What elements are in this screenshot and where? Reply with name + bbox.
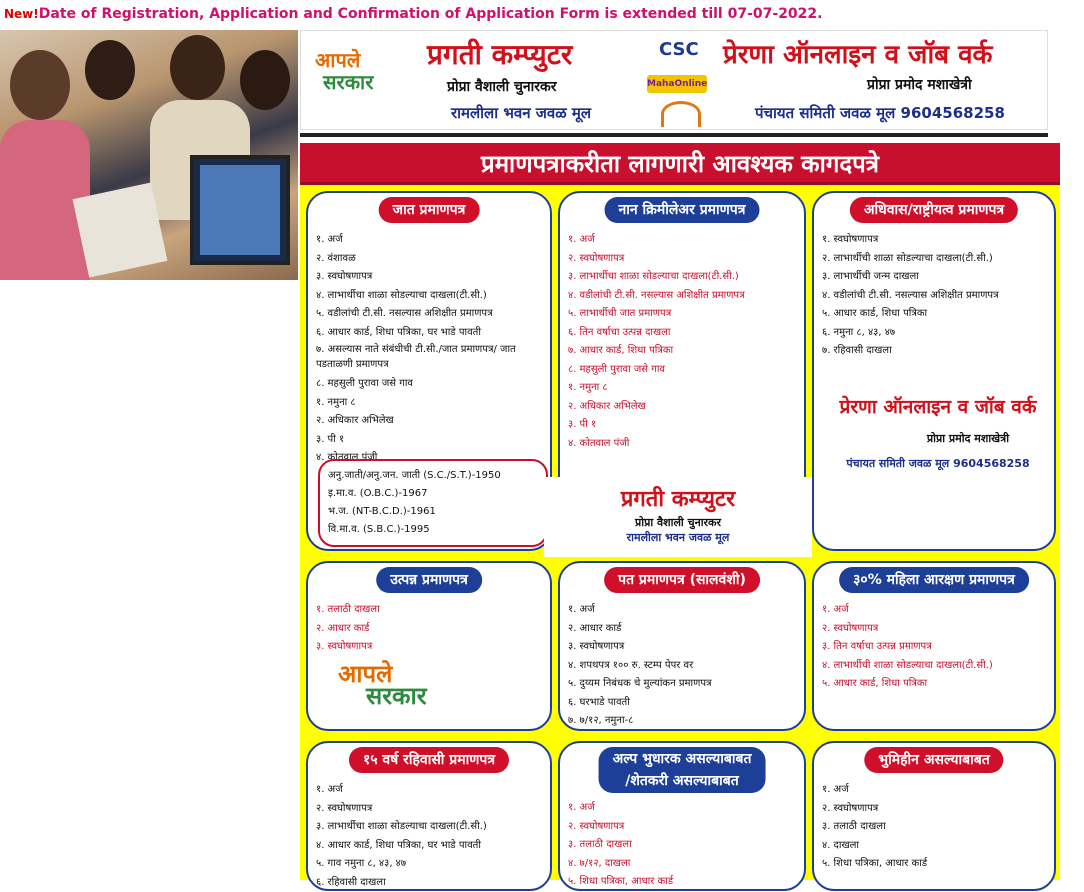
mahaonline-logo: MahaOnline <box>647 75 707 93</box>
list-item: २. स्वघोषणापत्र <box>822 800 1048 819</box>
prerna-ad <box>822 393 1054 471</box>
list-item: ३. स्वघोषणापत्र <box>316 268 544 287</box>
pragati-ad-proprietor: प्रोप्रा वैशाली चुनारकर <box>544 515 812 530</box>
csc-logo: CSC <box>659 39 699 60</box>
category-line: भ.ज. (NT-B.C.D.)-1961 <box>328 503 538 521</box>
list-item: ५. दुय्यम निबंधक चे मुल्यांकन प्रमाणपत्र <box>568 675 798 694</box>
students-photo <box>0 30 298 280</box>
card-women-reservation <box>812 561 1056 731</box>
list-item: ७. असल्यास नाते संबंधीची टी.सी./जात प्रमाणपत्र/ जात पडताळणी प्रमाणपत्र <box>316 342 544 372</box>
list-item: १. अर्ज <box>822 601 1048 620</box>
list-item: ६. आधार कार्ड, शिधा पत्रिका, घर भाडे पावती <box>316 324 544 343</box>
card-landless <box>812 741 1056 891</box>
list-item: ५. वडीलांची टी.सी. नसल्यास अशिक्षीत प्रमाणपत्र <box>316 305 544 324</box>
poster-heading: प्रमाणपत्राकरीता लागणारी आवश्यक कागदपत्रे <box>300 143 1060 185</box>
list-item: ५. शिधा पत्रिका, आधार कार्ड <box>822 855 1048 874</box>
list-item: २. आधार कार्ड <box>316 620 544 639</box>
card-title: भुमिहीन असल्याबाबत <box>864 747 1003 773</box>
prerna-title: प्रेरणा ऑनलाइन व जॉब वर्क <box>723 35 993 71</box>
card-15-year-residence <box>306 741 552 891</box>
announcement-ticker[interactable] <box>0 0 1084 30</box>
list-item: १. तलाठी दाखला <box>316 601 544 620</box>
list-item: ३. तलाठी दाखला <box>568 836 798 855</box>
list-item: ७. रहिवासी दाखला <box>822 342 1048 361</box>
prerna-ad-address: पंचायत समिती जवळ मूल 9604568258 <box>822 456 1054 471</box>
list-item: २. स्वघोषणापत्र <box>568 250 798 269</box>
list-item: ३. लाभार्थीची जन्म दाखला <box>822 268 1048 287</box>
list-item: २. लाभार्थीची शाळा सोडल्याचा दाखला(टी.सी.) <box>822 250 1048 269</box>
list-item: ४. लाभार्थीची शाळा सोडल्याचा दाखला(टी.सी.) <box>822 657 1048 676</box>
announcement-text[interactable]: Date of Registration, Application and Confirmation of Application Form is extended till 07-07-2022. <box>39 6 823 22</box>
list-item: २. स्वघोषणापत्र <box>568 818 798 837</box>
category-line: इ.मा.व. (O.B.C.)-1967 <box>328 485 538 503</box>
card-title: जात प्रमाणपत्र <box>379 197 480 223</box>
list-item: १. अर्ज <box>316 231 544 250</box>
list-item: ७. आधार कार्ड, शिधा पत्रिका <box>568 342 798 361</box>
list-item: १. अर्ज <box>568 601 798 620</box>
pragati-ad-address: रामलीला भवन जवळ मूल <box>544 530 812 545</box>
list-item: २. आधार कार्ड <box>568 620 798 639</box>
list-item: २. अधिकार अभिलेख <box>316 412 544 431</box>
documents-poster <box>300 143 1060 880</box>
list-item: ३. स्वघोषणापत्र <box>568 638 798 657</box>
pragati-proprietor: प्रोप्रा वैशाली चुनारकर <box>447 77 556 96</box>
card-credit-certificate <box>558 561 806 731</box>
new-badge: New! <box>4 7 39 21</box>
card-income-certificate <box>306 561 552 731</box>
list-item: १. नमुना ८ <box>316 394 544 413</box>
divider <box>300 133 1048 137</box>
prerna-ad-title: प्रेरणा ऑनलाइन व जॉब वर्क <box>822 393 1054 419</box>
prerna-ad-proprietor: प्रोप्रा प्रमोद मशाखेत्री <box>822 431 1054 446</box>
shop-banner <box>300 30 1048 130</box>
list-item: १. स्वघोषणापत्र <box>822 231 1048 250</box>
list-item: ४. ७/१२, दाखला <box>568 855 798 874</box>
card-title: नान क्रिमीलेअर प्रमाणपत्र <box>605 197 760 223</box>
category-line: वि.मा.व. (S.B.C.)-1995 <box>328 521 538 539</box>
list-item: ४. वडीलांची टी.सी. नसल्यास अशिक्षीत प्रमाणपत्र <box>822 287 1048 306</box>
card-title: उत्पन्न प्रमाणपत्र <box>376 567 482 593</box>
list-item: ४. कोतवाल पंजी <box>568 435 798 454</box>
list-item: १. अर्ज <box>822 781 1048 800</box>
list-item: ४. कोतवाल पंजी <box>316 449 544 468</box>
list-item: ४. शपथपत्र १०० रु. स्टम्प पेपर वर <box>568 657 798 676</box>
list-item: ३. स्वघोषणापत्र <box>316 638 544 657</box>
list-item: २. स्वघोषणापत्र <box>822 620 1048 639</box>
card-title-line: अल्प भुधारक असल्याबाबत <box>613 748 752 770</box>
aple-sarkar-logo: आपले सरकार <box>315 49 425 109</box>
category-years-box <box>318 459 548 547</box>
list-item: १. अर्ज <box>316 781 544 800</box>
list-item: १. अर्ज <box>568 799 798 818</box>
list-item: ८. महसुली पुरावा जसे गाव <box>316 375 544 394</box>
pragati-ad-title: प्रगती कम्प्युटर <box>544 483 812 513</box>
prerna-address: पंचायत समिती जवळ मूल 9604568258 <box>755 103 1005 123</box>
list-item: ६. रहिवासी दाखला <box>316 874 544 892</box>
prerna-proprietor: प्रोप्रा प्रमोद मशाखेत्री <box>867 75 972 94</box>
list-item: २. वंशावळ <box>316 250 544 269</box>
list-item: ४. लाभार्थीचा शाळा सोडल्याचा दाखला(टी.सी.) <box>316 287 544 306</box>
pragati-title: प्रगती कम्प्युटर <box>427 35 572 73</box>
list-item: ६. नमुना ८, ४३, ४७ <box>822 324 1048 343</box>
pragati-address: रामलीला भवन जवळ मूल <box>451 103 591 123</box>
card-title: ३०% महिला आरक्षण प्रमाणपत्र <box>839 567 1029 593</box>
list-item: ५. आधार कार्ड, शिधा पत्रिका <box>822 675 1048 694</box>
card-title: १५ वर्ष रहिवासी प्रमाणपत्र <box>349 747 509 773</box>
list-item: ३. तलाठी दाखला <box>822 818 1048 837</box>
list-item: ४. वडीलांची टी.सी. नसल्यास अशिक्षीत प्रमाणपत्र <box>568 287 798 306</box>
list-item: ४. आधार कार्ड, शिधा पत्रिका, घर भाडे पावती <box>316 837 544 856</box>
aple-sarkar-logo: आपले सरकार <box>338 663 508 723</box>
list-item: ६. घरभाडे पावती <box>568 694 798 713</box>
card-domicile-nationality <box>812 191 1056 551</box>
list-item: ४. दाखला <box>822 837 1048 856</box>
list-item: ८. महसुली पुरावा जसे गाव <box>568 361 798 380</box>
list-item: ६. तिन वर्षाचा उत्पन्न दाखला <box>568 324 798 343</box>
list-item: १. नमुना ८ <box>568 379 798 398</box>
card-small-landholder <box>558 741 806 891</box>
aadhaar-logo-icon <box>661 101 701 127</box>
pragati-ad <box>544 477 812 557</box>
list-item: ५. लाभार्थीची जात प्रमाणपत्र <box>568 305 798 324</box>
list-item: ३. पी १ <box>568 416 798 435</box>
list-item: २. अधिकार अभिलेख <box>568 398 798 417</box>
category-line: अनु.जाती/अनु.जन. जाती (S.C./S.T.)-1950 <box>328 467 538 485</box>
card-title <box>599 747 766 793</box>
list-item: ५. आधार कार्ड, शिधा पत्रिका <box>822 305 1048 324</box>
list-item: १. अर्ज <box>568 231 798 250</box>
card-title-line: /शेतकरी असल्याबाबत <box>613 770 752 792</box>
list-item: ५. गाव नमुना ८, ४३, ४७ <box>316 855 544 874</box>
list-item: ३. पी १ <box>316 431 544 450</box>
card-title: पत प्रमाणपत्र (सालवंशी) <box>604 567 760 593</box>
list-item: ३. तिन वर्षाचा उत्पन्न प्रमाणपत्र <box>822 638 1048 657</box>
list-item: ३. लाभार्थीचा शाळा सोडल्याचा दाखला(टी.सी.) <box>568 268 798 287</box>
card-title: अधिवास/राष्ट्रीयत्व प्रमाणपत्र <box>850 197 1018 223</box>
list-item: ३. लाभार्थीचा शाळा सोडल्याचा दाखला(टी.सी.) <box>316 818 544 837</box>
card-caste-certificate <box>306 191 552 551</box>
list-item: ५. शिधा पत्रिका, आधार कार्ड <box>568 873 798 892</box>
list-item: ७. ७/१२, नमुना-८ <box>568 712 798 731</box>
list-item: २. स्वघोषणापत्र <box>316 800 544 819</box>
